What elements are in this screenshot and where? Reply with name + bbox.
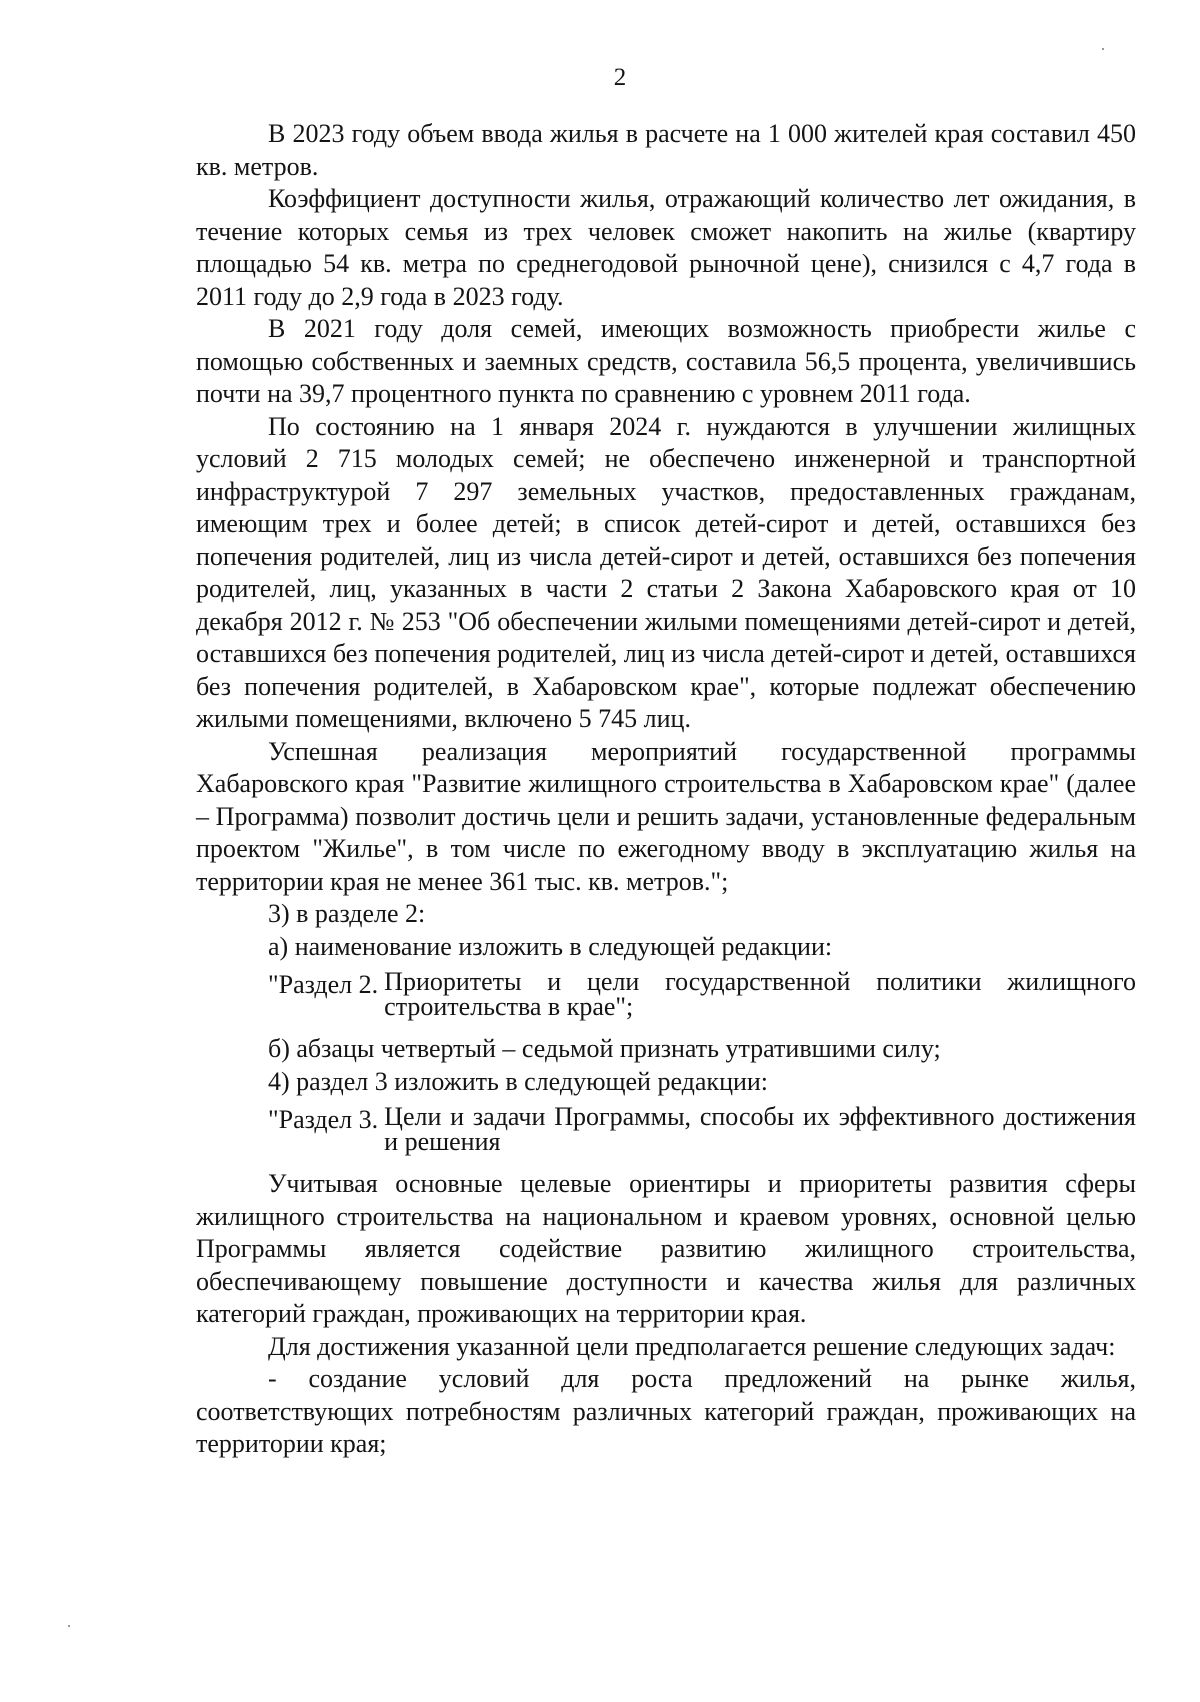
paragraph-main-goal: Учитывая основные целевые ориентиры и приоритеты развития сферы жилищного строительства на национальном и краевом уровнях, основной целью Программы является содействие развитию жилищного строительства, обеспечивающему повышение доступности и качества жилья для различных категорий граждан, проживающих на территории края.: [196, 1169, 1136, 1328]
scan-speck: [1102, 48, 1104, 50]
section-2-heading: [268, 969, 1136, 1019]
paragraph-affordability-coefficient: Коэффициент доступности жилья, отражающий количество лет ожидания, в течение которых семья из трех человек сможет накопить на жилье (квартиру площадью 54 кв. метра по среднегодовой рыночной цене), снизился с 4,7 года в 2011 году до 2,9 года в 2023 году.: [196, 184, 1136, 311]
paragraph-needs-status: По состоянию на 1 января 2024 г. нуждаются в улучшении жилищных условий 2 715 молодых семей; не обеспечено инженерной и транспортной инфраструктурой 7 297 земельных участков, предоставленных гражданам, имеющим трех и более детей; в список детей-сирот и детей, оставшихся без попечения родителей, лиц из числа детей-сирот и детей, оставшихся без попечения родителей, лиц, указанных в части 2 статьи 2 Закона Хабаровского края от 10 декабря 2012 г. № 253 "Об обеспечении жилыми помещениями детей-сирот и детей, оставшихся без попечения родителей, лиц из числа детей-сирот и детей, оставшихся без попечения родителей, в Хабаровском крае", которые подлежат обеспечению жилыми помещениями, включено 5 745 лиц.: [196, 411, 1136, 733]
amendment-item-3b: б) абзацы четвертый – седьмой признать утратившими силу;: [268, 1034, 941, 1063]
section-2-title: Приоритеты и цели государственной политики жилищного строительства в крае";: [384, 967, 1136, 1021]
amendment-item-4: 4) раздел 3 изложить в следующей редакции:: [268, 1066, 769, 1096]
document-body: [196, 118, 1136, 1461]
section-3-heading: [268, 1104, 1136, 1154]
amendment-item-3: 3) в разделе 2:: [268, 899, 426, 928]
paragraph-tasks-intro: Для достижения указанной цели предполагается решение следующих задач:: [268, 1331, 1116, 1361]
paragraph-housing-volume: В 2023 году объем ввода жилья в расчете на 1 000 жителей края составил 450 кв. метров.: [196, 119, 1136, 181]
paragraph-family-share: В 2021 году доля семей, имеющих возможность приобрести жилье с помощью собственных и заемных средств, составила 56,5 процента, увеличившись почти на 39,7 процентного пункта по сравнению с уровнем 2011 года.: [196, 314, 1136, 408]
paragraph-program-implementation: Успешная реализация мероприятий государственной программы Хабаровского края "Развитие жилищного строительства в Хабаровском крае" (далее – Программа) позволит достичь цели и решить задачи, установленные федеральным проектом "Жилье", в том числе по ежегодному вводу в эксплуатацию жилья на территории края не менее 361 тыс. кв. метров.";: [196, 736, 1136, 896]
page-number: 2: [613, 64, 627, 91]
section-2-number: "Раздел 2.: [268, 970, 379, 999]
section-3-number: "Раздел 3.: [268, 1105, 379, 1134]
section-3-title: Цели и задачи Программы, способы их эффективного достижения и решения: [384, 1102, 1136, 1156]
paragraph-task-1: - создание условий для роста предложений на рынке жилья, соответствующих потребностям различных категорий граждан, проживающих на территории края;: [196, 1364, 1136, 1458]
scan-speck: [68, 1625, 70, 1627]
amendment-item-3a: а) наименование изложить в следующей редакции:: [268, 931, 833, 961]
